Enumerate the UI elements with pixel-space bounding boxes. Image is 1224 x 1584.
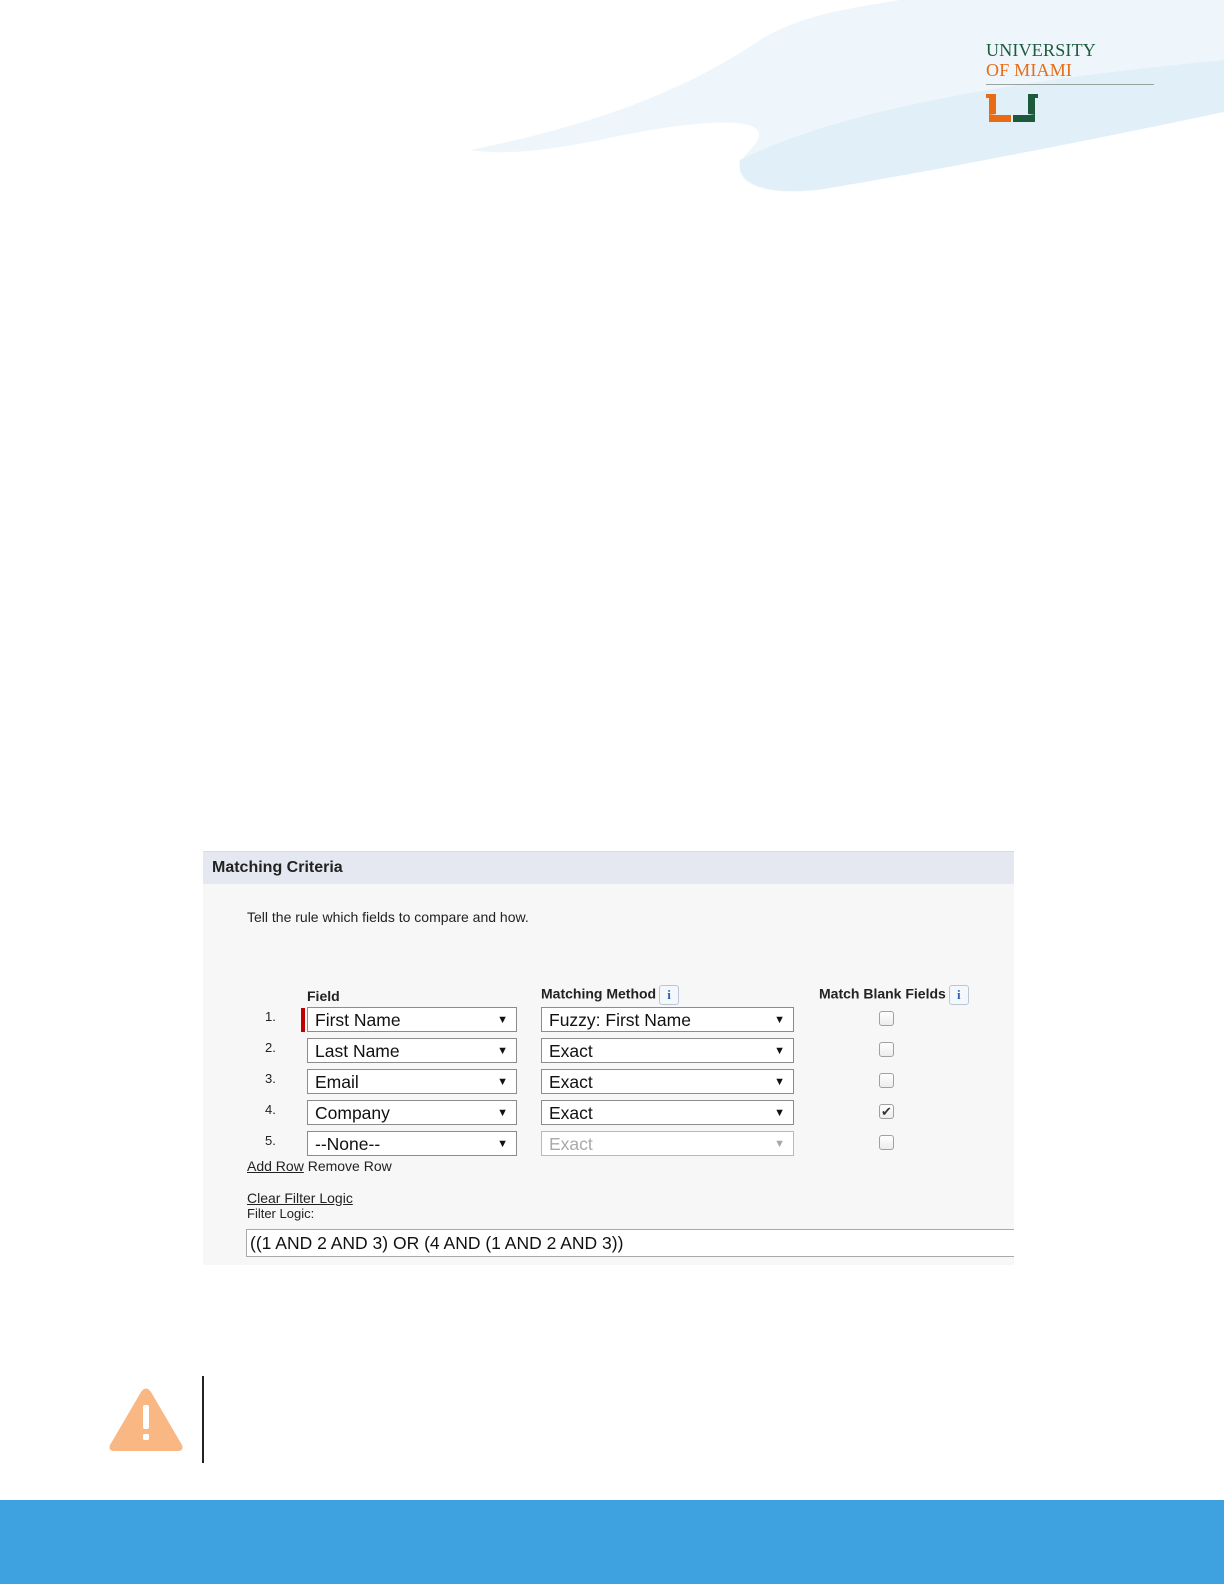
dropdown-arrow-icon: ▼ — [774, 1107, 785, 1119]
match-blank-checkbox[interactable] — [879, 1135, 894, 1150]
column-header-method — [541, 985, 679, 1005]
filter-logic-input[interactable]: ((1 AND 2 AND 3) OR (4 AND (1 AND 2 AND 3)) — [246, 1229, 1014, 1257]
dropdown-arrow-icon: ▼ — [774, 1138, 785, 1150]
dropdown-arrow-icon: ▼ — [497, 1045, 508, 1057]
method-select-value: Exact — [549, 1041, 593, 1061]
logo-line-university: UNIVERSITY — [986, 40, 1096, 60]
method-select-value: Exact — [549, 1103, 593, 1123]
criteria-row — [203, 1069, 1014, 1097]
match-blank-checkbox[interactable] — [879, 1073, 894, 1088]
field-select-value: Email — [315, 1072, 359, 1092]
university-logo — [986, 40, 1154, 125]
dropdown-arrow-icon: ▼ — [497, 1138, 508, 1150]
footer-bar — [0, 1500, 1224, 1584]
criteria-row — [203, 1100, 1014, 1128]
method-select[interactable] — [541, 1038, 794, 1063]
row-number: 1. — [265, 1009, 276, 1024]
matching-criteria-panel — [203, 851, 1014, 1265]
match-blank-checkbox-checked[interactable] — [879, 1104, 894, 1119]
column-header-match-blank — [819, 985, 969, 1005]
method-info-icon[interactable]: i — [659, 985, 679, 1005]
method-select-value: Exact — [549, 1134, 593, 1154]
row-actions — [247, 1158, 392, 1174]
field-select-value: Last Name — [315, 1041, 400, 1061]
dropdown-arrow-icon: ▼ — [497, 1076, 508, 1088]
dropdown-arrow-icon: ▼ — [497, 1107, 508, 1119]
logo-divider — [986, 84, 1154, 85]
match-blank-checkbox[interactable] — [879, 1042, 894, 1057]
field-select-value: First Name — [315, 1010, 401, 1030]
field-select[interactable] — [307, 1069, 517, 1094]
filter-logic-label: Filter Logic: — [247, 1206, 315, 1221]
add-row-link[interactable]: Add Row — [247, 1158, 304, 1174]
method-select-value: Fuzzy: First Name — [549, 1010, 691, 1030]
blank-header-label: Match Blank Fields — [819, 985, 946, 1002]
criteria-row — [203, 1007, 1014, 1035]
method-select[interactable] — [541, 1100, 794, 1125]
panel-header: Matching Criteria — [203, 851, 1014, 884]
field-select[interactable] — [307, 1038, 517, 1063]
row-number: 3. — [265, 1071, 276, 1086]
dropdown-arrow-icon: ▼ — [774, 1076, 785, 1088]
match-blank-checkbox[interactable] — [879, 1011, 894, 1026]
field-select[interactable] — [307, 1131, 517, 1156]
remove-row-link[interactable]: Remove Row — [307, 1158, 392, 1174]
warning-divider — [202, 1376, 204, 1463]
method-select[interactable] — [541, 1069, 794, 1094]
row-number: 2. — [265, 1040, 276, 1055]
field-select-value: --None-- — [315, 1134, 381, 1154]
warning-icon — [108, 1387, 184, 1453]
method-header-label: Matching Method — [541, 985, 657, 1002]
dropdown-arrow-icon: ▼ — [774, 1045, 785, 1057]
column-header-field — [307, 988, 340, 1004]
dropdown-arrow-icon: ▼ — [774, 1014, 785, 1026]
method-select-value: Exact — [549, 1072, 593, 1092]
row-number: 5. — [265, 1133, 276, 1148]
blank-info-icon[interactable]: i — [949, 985, 969, 1005]
field-header-label: Field — [307, 988, 340, 1004]
field-select-value: Company — [315, 1103, 390, 1123]
field-select[interactable] — [307, 1100, 517, 1125]
clear-filter-logic-link[interactable]: Clear Filter Logic — [247, 1190, 353, 1206]
row-number: 4. — [265, 1102, 276, 1117]
criteria-row — [203, 1038, 1014, 1066]
checkmark-icon: ✔ — [881, 1104, 892, 1119]
required-indicator — [301, 1008, 305, 1032]
logo-line-of-miami: OF MIAMI — [986, 60, 1073, 80]
dropdown-arrow-icon: ▼ — [497, 1014, 508, 1026]
criteria-row — [203, 1131, 1014, 1159]
u-mark-icon — [986, 91, 1038, 125]
field-select[interactable] — [307, 1007, 517, 1032]
method-select-disabled — [541, 1131, 794, 1156]
intro-text: Tell the rule which fields to compare and how. — [247, 909, 529, 925]
method-select[interactable] — [541, 1007, 794, 1032]
